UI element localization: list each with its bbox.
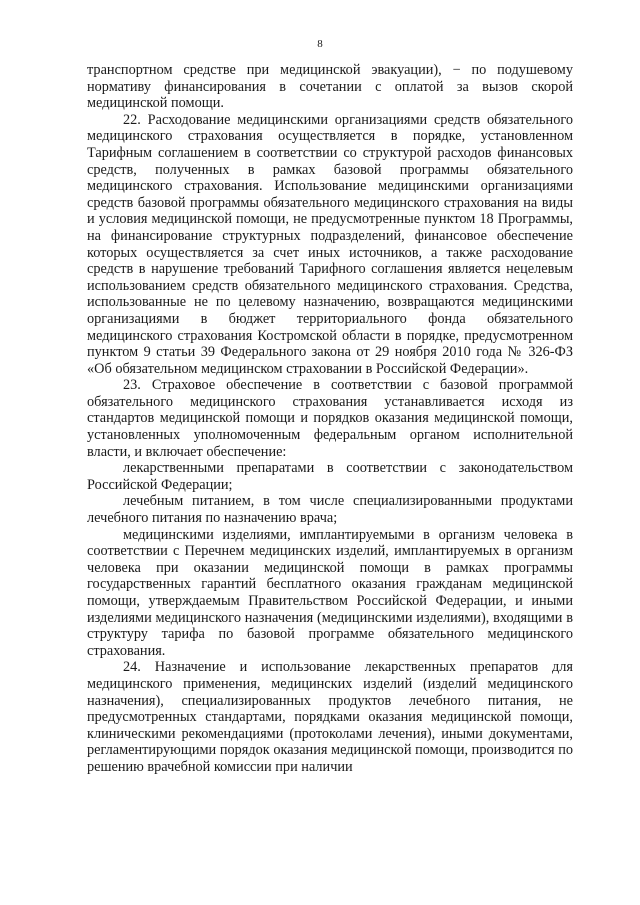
document-body [87,62,573,776]
list-item-nutrition: лечебным питанием, в том числе специализированными продуктами лечебного питания по назначению врача; [87,493,573,527]
page-number: 8 [317,38,323,50]
paragraph-continuation: транспортном средстве при медицинской эвакуации), − по подушевому нормативу финансирования в сочетании с оплатой за вызов скорой медицинской помощи. [87,62,573,112]
list-item-medical-devices: медицинскими изделиями, имплантируемыми в организм человека в соответствии с Перечнем медицинских изделий, имплантируемых в организм человека при оказании медицинской помощи в рамках программы государственных гарантий бесплатного оказания гражданам медицинской помощи, утверждаемым Правительством Российской Федерации, и иными изделиями медицинского назначения (медицинскими изделиями), входящими в структуру тарифа по базовой программе обязательного медицинского страхования. [87,526,573,659]
paragraph-23: 23. Страховое обеспечение в соответствии с базовой программой обязательного медицинского страхования устанавливается исходя из стандартов медицинской помощи и порядков оказания медицинской помощи, установленных уполномоченным федеральным органом исполнительной власти, и включает обеспечение: [87,377,573,460]
list-item-medicines: лекарственными препаратами в соответствии с законодательством Российской Федерации; [87,460,573,493]
paragraph-22: 22. Расходование медицинскими организациями средств обязательного медицинского страхования осуществляется в порядке, установленном Тарифным соглашением в соответствии со структурой расходов финансовых средств, полученных в рамках базовой программы обязательного медицинского страхования. Использование медицинскими организациями средств базовой программы обязательного медицинского страхования на виды и условия медицинской помощи, не предусмотренные пунктом 18 Программы, на финансирование структурных подразделений, финансовое обеспечение которых осуществляется за счет иных источников, а также расходование средств в нарушение требований Тарифного соглашения является нецелевым использованием средств обязательного медицинского страхования. Средства, использованные не по целевому назначению, возвращаются медицинскими организациями в бюджет территориального фонда обязательного медицинского страхования Костромской области в порядке, предусмотренном пунктом 9 статьи 39 Федерального закона от 29 ноября 2010 года № 326-ФЗ «Об обязательном медицинском страховании в Российской Федерации». [87,111,573,377]
paragraph-24: 24. Назначение и использование лекарственных препаратов для медицинского применения, медицинских изделий (изделий медицинского назначения), специализированных продуктов лечебного питания, не предусмотренных стандартами, порядками оказания медицинской помощи, клиническими рекомендациями (протоколами лечения), иными документами, регламентирующими порядок оказания медицинской помощи, производится по решению врачебной комиссии при наличии [87,659,573,775]
